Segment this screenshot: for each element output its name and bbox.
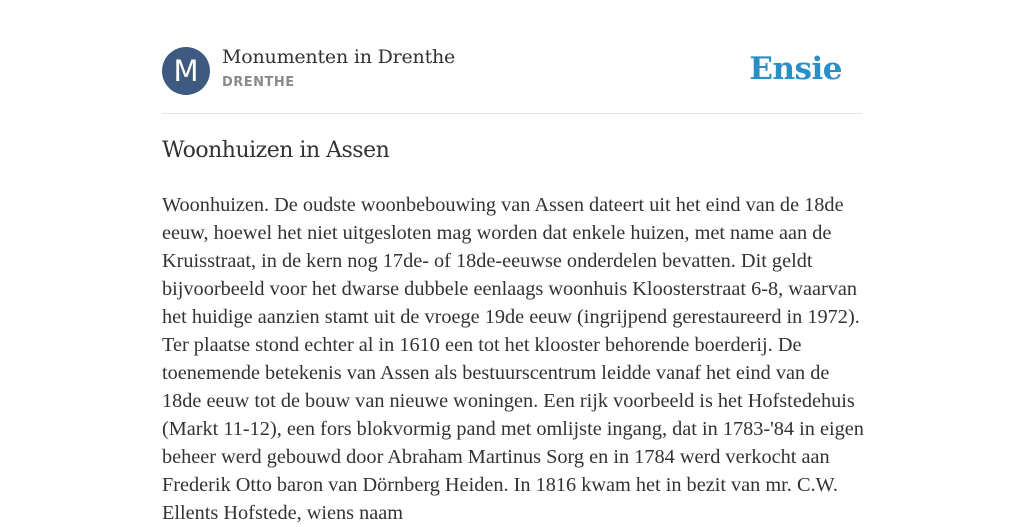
divider bbox=[162, 113, 862, 114]
ensie-logo[interactable]: Ensie bbox=[749, 51, 842, 87]
article-body: Woonhuizen. De oudste woonbebouwing van Assen dateert uit het eind van de 18de eeuw, hoewel het niet uitgesloten mag worden dat enkele huizen, met name aan de Kruisstraat, in de kern nog 17de- of 18de-eeuwse onderdelen bevatten. Dit geldt bijvoorbeeld voor het dwarse dubbele eenlaags woonhuis Kloosterstraat 6-8, waarvan het huidige aanzien stamt uit de vroege 19de eeuw (ingrijpend gerestaureerd in 1972). Ter plaatse stond echter al in 1610 een tot het klooster behorende boerderij. De toenemende betekenis van Assen als bestuurscentrum leidde vanaf het eind van de 18de eeuw tot de bouw van nieuwe woningen. Een rijk voorbeeld is het Hofstedehuis (Markt 11-12), een fors blokvormig pand met omlijste ingang, dat in 1783-'84 in eigen beheer werd gebouwd door Abraham Martinus Sorg en in 1784 werd verkocht aan Frederik Otto baron van Dörnberg Heiden. In 1816 kwam het in bezit van mr. C.W. Ellents Hofstede, wiens naam bbox=[162, 194, 864, 524]
source-header bbox=[162, 46, 862, 96]
source-title-link[interactable]: Monumenten in Drenthe bbox=[222, 46, 456, 68]
avatar[interactable]: M bbox=[162, 47, 210, 95]
source-subtitle: DRENTHE bbox=[222, 75, 295, 90]
article-title: Woonhuizen in Assen bbox=[162, 138, 390, 163]
